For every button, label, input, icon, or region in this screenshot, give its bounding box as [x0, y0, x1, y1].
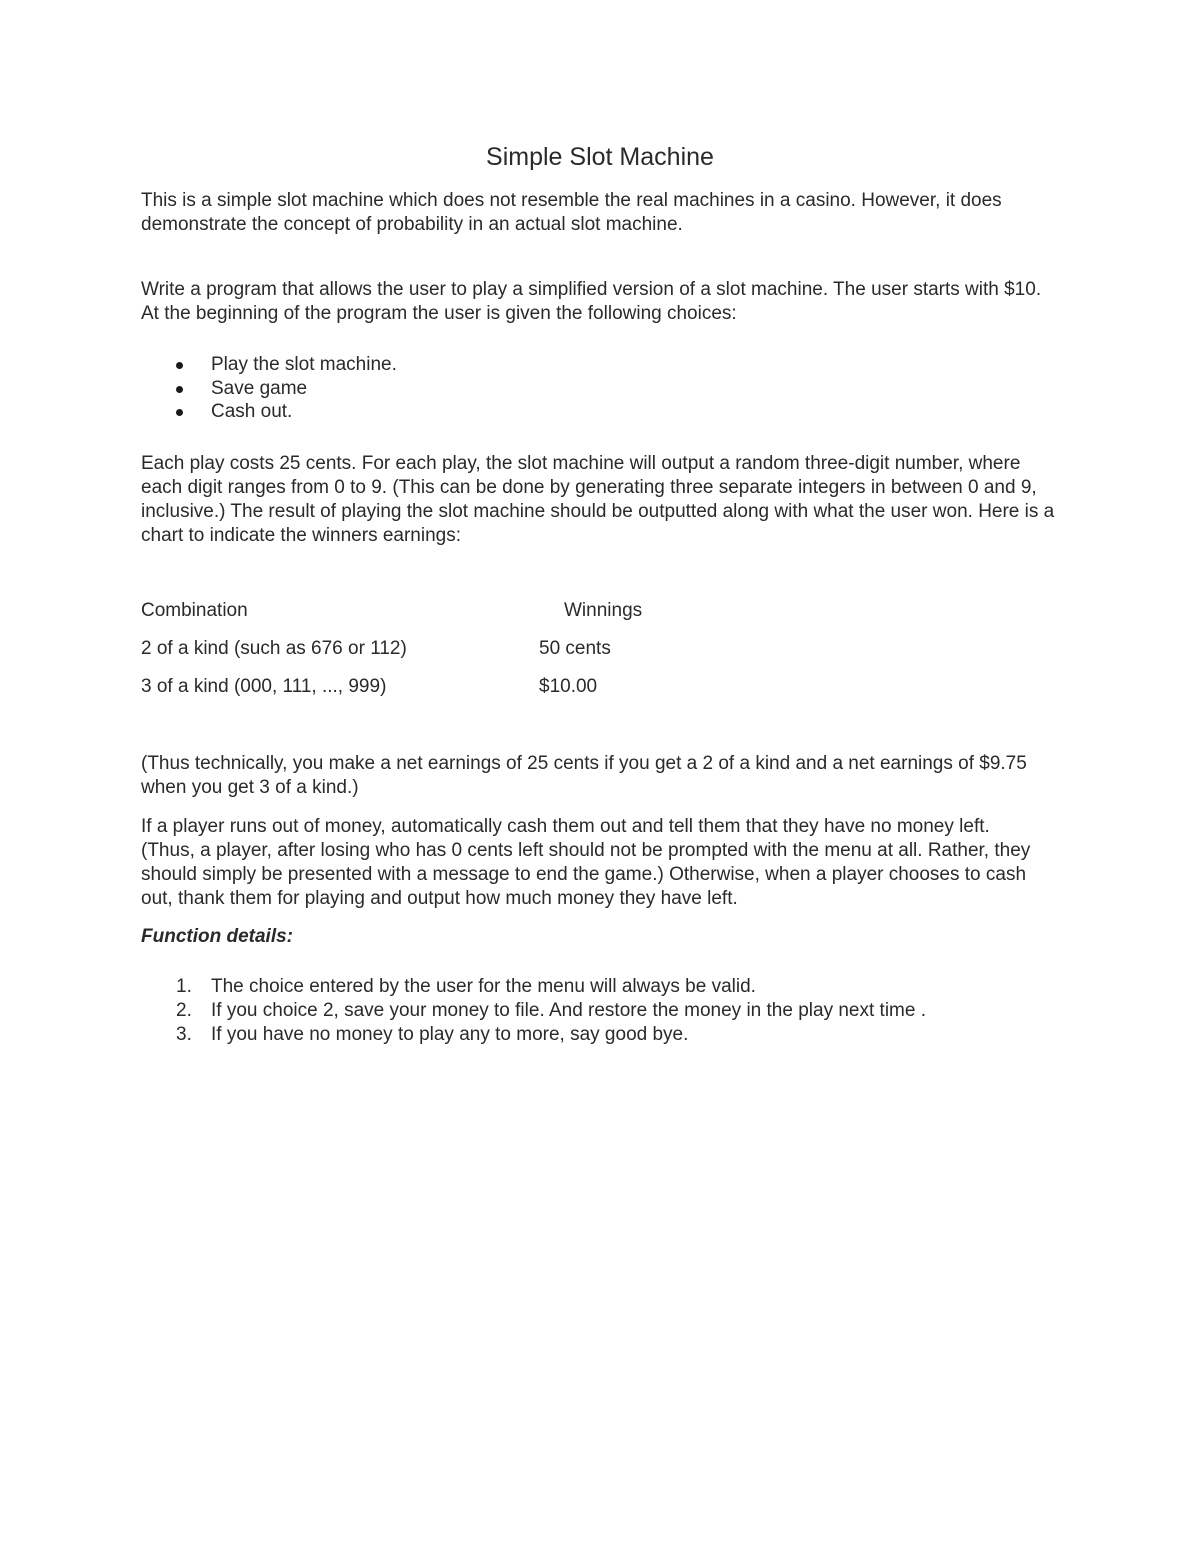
task-paragraph: Write a program that allows the user to play a simplified version of a slot machine. The user starts with $10. At the beginning of the program the user is given the following choices: — [141, 279, 1042, 324]
list-item — [141, 1023, 1061, 1047]
item-number: 1. — [176, 976, 192, 997]
choice-label: Save game — [211, 377, 308, 399]
choice-label: Play the slot machine. — [211, 354, 397, 375]
bullet-icon — [176, 409, 183, 416]
winnings-cell: 50 cents — [539, 638, 611, 659]
table-row — [141, 637, 841, 661]
table-header-row — [141, 599, 841, 623]
item-number: 3. — [176, 1024, 192, 1045]
list-item — [141, 975, 1061, 999]
item-text: The choice entered by the user for the menu will always be valid. — [211, 976, 756, 997]
list-item — [141, 353, 1041, 377]
play-description-paragraph: Each play costs 25 cents. For each play, the slot machine will output a random three-digit number, where each digit ranges from 0 to 9. (This can be done by generating three separate integers in between 0 and 9, inclusive.) The result of playing the slot machine should be outputted along with what the user won. Here is a chart to indicate the winners earnings: — [141, 453, 1055, 546]
item-number: 2. — [176, 1000, 192, 1021]
out-of-money-paragraph: If a player runs out of money, automatically cash them out and tell them that they have no money left. (Thus, a player, after losing who has 0 cents left should not be prompted with the menu at all. Rather, they should simply be presented with a message to end the game.) Otherwise, when a player chooses to cash out, thank them for playing and output how much money they have left. — [141, 816, 1031, 909]
net-earnings-paragraph: (Thus technically, you make a net earnings of 25 cents if you get a 2 of a kind and a net earnings of $9.75 when you get 3 of a kind.) — [141, 753, 1027, 798]
item-text: If you choice 2, save your money to file. And restore the money in the play next time . — [211, 1000, 926, 1021]
function-details-list — [141, 975, 1061, 1047]
choice-label: Cash out. — [211, 401, 293, 422]
list-item — [141, 400, 1041, 424]
intro-paragraph: This is a simple slot machine which does not resemble the real machines in a casino. However, it does demonstrate the concept of probability in an actual slot machine. — [141, 190, 1002, 235]
column-header-combination: Combination — [141, 600, 248, 621]
bullet-icon — [176, 362, 183, 369]
list-item — [141, 999, 1061, 1023]
function-details-heading: Function details: — [141, 926, 293, 947]
column-header-winnings: Winnings — [564, 600, 643, 621]
page-title: Simple Slot Machine — [486, 143, 714, 171]
combination-cell: 2 of a kind (such as 676 or 112) — [141, 638, 407, 659]
item-text: If you have no money to play any to more, say good bye. — [211, 1024, 689, 1045]
list-item — [141, 377, 1041, 401]
table-row — [141, 675, 841, 699]
choices-list — [141, 353, 1041, 424]
bullet-icon — [176, 386, 183, 393]
combination-cell: 3 of a kind (000, 111, ..., 999) — [141, 676, 387, 697]
winnings-cell: $10.00 — [539, 676, 598, 697]
